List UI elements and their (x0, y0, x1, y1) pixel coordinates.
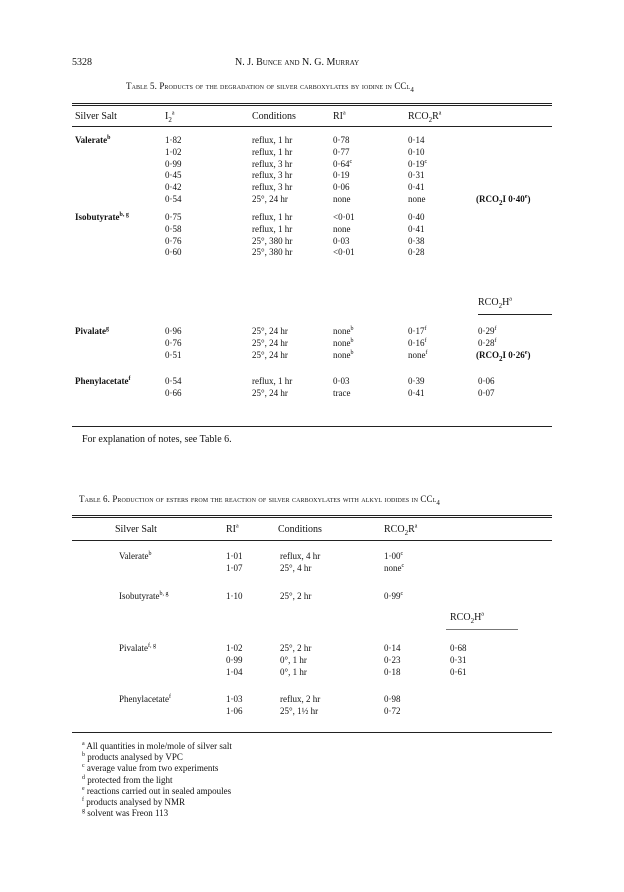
t6-rco2h-rule (446, 629, 518, 630)
footnote-text: solvent was Freon 113 (85, 808, 169, 819)
t5-cell-i2: 0·51 (165, 349, 182, 360)
t6-cell-rco2r: 0·14 (384, 643, 401, 653)
footnote-text: products analysed by NMR (84, 797, 185, 807)
t5-cell-ri: <0·01 (333, 212, 355, 222)
footnote-text: All quantities in mole/mole of silver salt (84, 741, 232, 751)
t5-cell-conditions: reflux, 3 hr (252, 182, 293, 193)
t5-cell-rco2r: 0·41 (408, 387, 425, 398)
t5-cell-rco2r: 0·40 (408, 212, 425, 222)
t6-cell-rco2h: 0·61 (450, 666, 467, 677)
table5-top-rule-2 (72, 105, 552, 106)
t6-salt-label: Phenylacetate$^f$ (119, 694, 171, 704)
t6-cell-ri: 1·01 (226, 551, 243, 561)
t5-cell-ri: trace (333, 387, 351, 398)
footnote-mark: e (82, 785, 85, 792)
t5-cell-i2: 0·76 (165, 337, 182, 348)
t5-cell-conditions: reflux, 1 hr (252, 212, 293, 222)
t5-cell-i2: 0·58 (165, 223, 182, 234)
t6-cell-rco2r: 0·72 (384, 705, 401, 716)
t5-col-rco2r: $RCO_2R^a$ (408, 110, 442, 124)
table6-bottom-rule (72, 732, 552, 733)
t5-cell-rco2r: $0\cdot 16^f$ (408, 337, 427, 348)
footnote-mark: a (82, 741, 85, 747)
t5-cell-i2: 0·60 (165, 247, 182, 258)
t5-cell-ri: none (333, 223, 351, 234)
t6-cell-rco2r: $1\cdot 00^c$ (384, 551, 404, 561)
t5-col-conditions: Conditions (252, 111, 296, 122)
t6-cell-rco2r: 0·23 (384, 654, 401, 665)
t5-cell-ri: none (333, 194, 351, 204)
footnote-mark: d (82, 774, 85, 781)
t5-cell-conditions: reflux, 1 hr (252, 135, 293, 145)
t5-cell-conditions: reflux, 1 hr (252, 146, 293, 157)
t5-cell-ri: 0·77 (333, 146, 350, 157)
t5-salt-label: Valerate$^b$ (75, 135, 111, 145)
t6-salt-label: Pivalate$^{f, g}$ (119, 643, 156, 653)
t6-cell-conditions: 0°, 1 hr (280, 666, 307, 677)
footnote-text: average value from two experiments (84, 763, 219, 774)
t5-cell-rco2r: $0\cdot 17^f$ (408, 326, 427, 336)
t5-cell-rco2r: none (408, 194, 426, 204)
t6-cell-conditions: 25°, 4 hr (280, 562, 312, 573)
footnote-mark: b (82, 752, 85, 759)
t5-cell-i2: 0·76 (165, 235, 182, 246)
t5-cell-conditions: 25°, 24 hr (252, 194, 288, 204)
t5-cell-rco2r: none$^f$ (408, 349, 428, 360)
footnote (82, 808, 168, 818)
t5-cell-conditions: 25°, 24 hr (252, 337, 288, 348)
footnote-text: products analysed by VPC (85, 752, 183, 763)
t5-col-silver-salt: Silver Salt (75, 111, 117, 122)
footnote (82, 763, 218, 773)
table5-caption: Table 5. Products of the degradation of silver carboxylates by iodine in CCl$_4$ (126, 81, 414, 94)
t6-col-silver-salt: Silver Salt (115, 524, 157, 535)
t5-cell-ri: $0\cdot 64^c$ (333, 158, 353, 169)
t6-cell-conditions: 25°, 1½ hr (280, 705, 319, 716)
t6-cell-ri: 1·10 (226, 591, 243, 601)
t5-cell-rco2r: 0·41 (408, 182, 425, 193)
t5-salt-label: Isobutyrate$^{b, g}$ (75, 212, 129, 222)
t5-cell-conditions: 25°, 24 hr (252, 326, 288, 336)
t5-cell-rco2h: $0\cdot 29^f$ (478, 326, 497, 336)
running-head-authors: N. J. Bunce and N. G. Murray (235, 57, 360, 68)
t5-cell-i2: 0·75 (165, 212, 182, 222)
footnote-mark: g (82, 808, 85, 815)
t5-cell-ri: none$^b$ (333, 326, 354, 336)
t6-salt-label: Valerate$^b$ (119, 551, 152, 561)
t6-cell-ri: 0·99 (226, 654, 243, 665)
t5-cell-i2: 1·02 (165, 146, 182, 157)
t6-cell-ri: 1·02 (226, 643, 243, 653)
footnote-mark: c (82, 763, 85, 770)
t5-cell-i2: 0·54 (165, 376, 182, 386)
t6-cell-rco2h: 0·31 (450, 654, 467, 665)
t5-cell-i2: 0·42 (165, 182, 182, 193)
t6-col-conditions: Conditions (278, 524, 322, 535)
t6-col-ri: $RI^a$ (226, 523, 239, 535)
t6-cell-ri: 1·06 (226, 705, 243, 716)
t5-cell-conditions: 25°, 24 hr (252, 349, 288, 360)
t5-cell-conditions: reflux, 3 hr (252, 158, 293, 169)
t5-cell-ri: 0·19 (333, 170, 350, 181)
t5-cell-ri: none$^b$ (333, 337, 354, 348)
t5-cell-rco2h: $0\cdot 28^f$ (478, 337, 497, 348)
t6-salt-label: Isobutyrate$^{b, g}$ (119, 591, 169, 601)
t5-col-ri: $RI^a$ (333, 110, 346, 122)
t6-cell-ri: 1·04 (226, 666, 243, 677)
t5-cell-conditions: 25°, 24 hr (252, 387, 288, 398)
t5-cell-rco2r: 0·39 (408, 376, 425, 386)
t5-cell-extra-note: ($RCO_2I$ $0\cdot 40^e$) (476, 194, 531, 207)
t5-cell-conditions: 25°, 380 hr (252, 235, 293, 246)
t5-cell-rco2h: 0·06 (478, 376, 495, 386)
t5-cell-rco2r: 0·28 (408, 247, 425, 258)
footnote-text: reactions carried out in sealed ampoules (84, 785, 232, 796)
t6-cell-rco2r: 0·98 (384, 694, 401, 704)
t5-cell-ri: none$^b$ (333, 349, 354, 360)
t6-cell-ri: 1·07 (226, 562, 243, 573)
t5-cell-i2: 1·82 (165, 135, 182, 145)
t5-cell-conditions: reflux, 1 hr (252, 376, 293, 386)
t5-cell-i2: 0·96 (165, 326, 182, 336)
t6-cell-rco2r: 0·18 (384, 666, 401, 677)
t5-cell-rco2r: 0·31 (408, 170, 425, 181)
footnote (82, 797, 185, 807)
table6-top-rule (72, 515, 552, 516)
t6-cell-rco2r: $0\cdot 99^c$ (384, 591, 404, 601)
t5-cell-ri: 0·78 (333, 135, 350, 145)
footnote (82, 775, 172, 785)
t5-cell-rco2r: 0·10 (408, 146, 425, 157)
t6-cell-rco2r: none$^c$ (384, 562, 405, 573)
t5-salt-label: Pivalate$^g$ (75, 326, 109, 336)
t5-cell-conditions: reflux, 1 hr (252, 223, 293, 234)
table6-header-rule (72, 540, 552, 541)
footnote-mark: f (82, 797, 84, 803)
t5-cell-i2: 0·66 (165, 387, 182, 398)
footnote-text: protected from the light (85, 774, 173, 785)
t6-col-rco2r: $RCO_2R^a$ (384, 523, 418, 537)
t5-cell-i2: 0·99 (165, 158, 182, 169)
t5-cell-rco2r: 0·41 (408, 223, 425, 234)
table6-top-rule-2 (72, 517, 552, 518)
footnote (82, 741, 232, 751)
t5-cell-i2: 0·45 (165, 170, 182, 181)
t5-cell-ri: 0·06 (333, 182, 350, 193)
table5-header-rule (72, 126, 552, 127)
t6-cell-conditions: reflux, 4 hr (280, 551, 321, 561)
t5-cell-ri: 0·03 (333, 376, 350, 386)
t6-cell-conditions: reflux, 2 hr (280, 694, 321, 704)
t5-cell-ri: <0·01 (333, 247, 355, 258)
t5-cell-rco2r: 0·38 (408, 235, 425, 246)
t5-cell-conditions: reflux, 3 hr (252, 170, 293, 181)
t6-cell-conditions: 25°, 2 hr (280, 643, 312, 653)
t5-cell-rco2r: $0\cdot 19^c$ (408, 158, 428, 169)
t6-cell-rco2h: 0·68 (450, 643, 467, 653)
t6-cell-conditions: 25°, 2 hr (280, 591, 312, 601)
footnote (82, 752, 183, 762)
page-number: 5328 (72, 57, 92, 68)
t6-cell-conditions: 0°, 1 hr (280, 654, 307, 665)
t6-cell-ri: 1·03 (226, 694, 243, 704)
t6-col-rco2h: $RCO_2H^a$ (450, 611, 484, 625)
t5-cell-i2: 0·54 (165, 194, 182, 204)
table6-caption: Table 6. Production of esters from the reaction of silver carboxylates with alkyl iodides in CCl$_4$ (79, 494, 440, 507)
t5-cell-rco2h: 0·07 (478, 387, 495, 398)
t5-salt-label: Phenylacetate$^f$ (75, 376, 131, 386)
t5-col-rco2h: $RCO_2H^a$ (478, 296, 512, 310)
table5-top-rule (72, 103, 552, 104)
t5-cell-extra-note: ($RCO_2I$ $0\cdot 26^e$) (476, 349, 531, 363)
t5-cell-rco2r: 0·14 (408, 135, 425, 145)
table5-bottom-rule (72, 426, 552, 427)
t5-col-i2: $I_2^a$ (165, 110, 175, 124)
table5-note: For explanation of notes, see Table 6. (82, 434, 232, 445)
t5-cell-ri: 0·03 (333, 235, 350, 246)
footnote (82, 786, 231, 796)
t5-rco2h-rule (478, 314, 552, 315)
t5-cell-conditions: 25°, 380 hr (252, 247, 293, 258)
